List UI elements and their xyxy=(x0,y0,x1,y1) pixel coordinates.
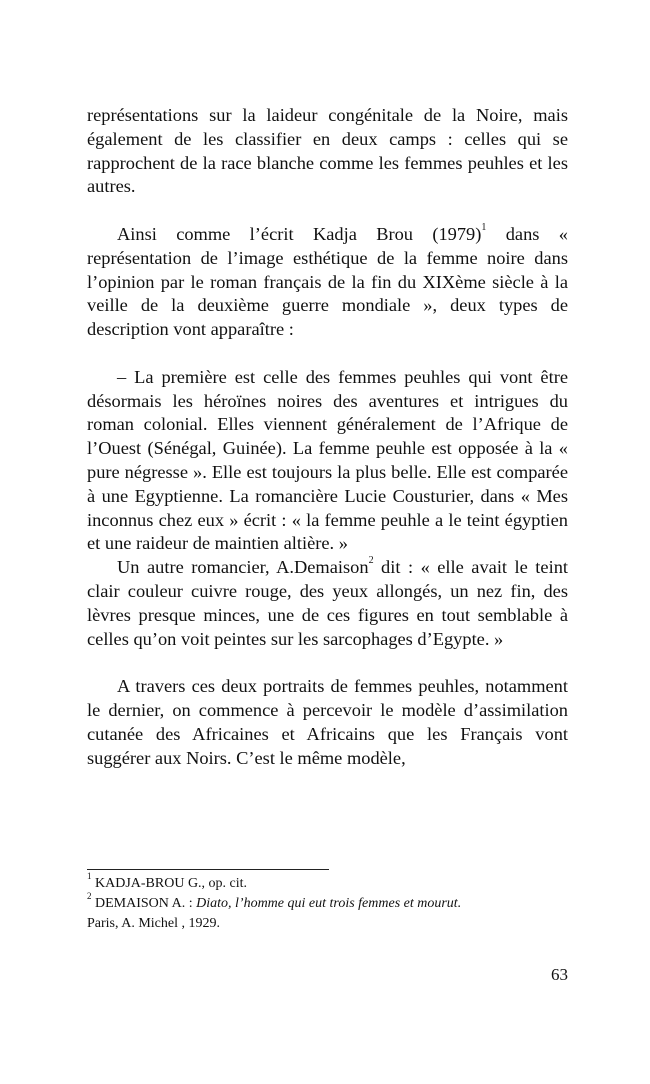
paragraph-demaison-quote xyxy=(87,556,568,651)
footnote-2-title: Diato, l’homme qui eut trois femmes et mourut. xyxy=(196,896,462,911)
page-body xyxy=(87,104,568,770)
paragraph-demaison-start: Un autre romancier, A.Demaison xyxy=(117,557,369,578)
paragraph-kadja-brou-end: dans « représentation de l’image esthétique de la femme noire dans l’opinion par le roman français de la fin du XIXème siècle à la veille de la deuxième guerre mondiale », deux types de description vont apparaître : xyxy=(87,223,568,340)
page-number: 63 xyxy=(551,965,568,984)
paragraph-kadja-brou xyxy=(87,223,568,342)
paragraph-peuhl-women: – La première est celle des femmes peuhles qui vont être désormais les héroïnes noires des aventures et intrigues du roman colonial. Elles viennent généralement de l’Afrique de l’Ouest (Sénégal, Guinée). La femme peuhle est opposée à la « pure négresse ». Elle est toujours la plus belle. Elle est comparée à une Egyptienne. La romancière Lucie Cousturier, dans « Mes inconnus chez eux » écrit : « la femme peuhle a le teint égyptien et une raideur de maintien altière. » xyxy=(87,366,568,554)
paragraph-demaison-end: dit : « elle avait le teint clair couleur cuivre rouge, des yeux allongés, un nez fin, des lèvres presque minces, une de ces figures en tout semblable à celles qu’on voit peintes sur les sarcophages d’Egypte. » xyxy=(87,557,568,649)
footnotes xyxy=(87,871,568,934)
footnote-2-marker: 2 xyxy=(87,891,92,902)
paragraph-classification: représentations sur la laideur congénitale de la Noire, mais également de les classifier en deux camps : celles qui se rapprochent de la race blanche comme les femmes peuhles et les autres. xyxy=(87,105,568,197)
paragraph-kadja-brou-start: Ainsi comme l’écrit Kadja Brou (1979) xyxy=(117,223,482,244)
footnote-1 xyxy=(87,871,568,894)
footnote-1-text: KADJA-BROU G., op. cit. xyxy=(91,876,248,891)
footnote-2-publisher: Paris, A. Michel , 1929. xyxy=(87,916,220,931)
footnote-1-marker: 1 xyxy=(87,871,92,882)
footnote-2 xyxy=(87,891,568,914)
footnote-divider xyxy=(87,869,329,870)
footnote-2-author: DEMAISON A. : xyxy=(91,896,197,911)
footnote-reference-2: 2 xyxy=(368,555,374,567)
footnote-reference-1: 1 xyxy=(481,221,487,233)
paragraph-assimilation-model: A travers ces deux portraits de femmes peuhles, notamment le dernier, on commence à percevoir le modèle d’assimilation cutanée des Africaines et Africains que les Français vont suggérer aux Noirs. C’est le même modèle, xyxy=(87,676,568,768)
